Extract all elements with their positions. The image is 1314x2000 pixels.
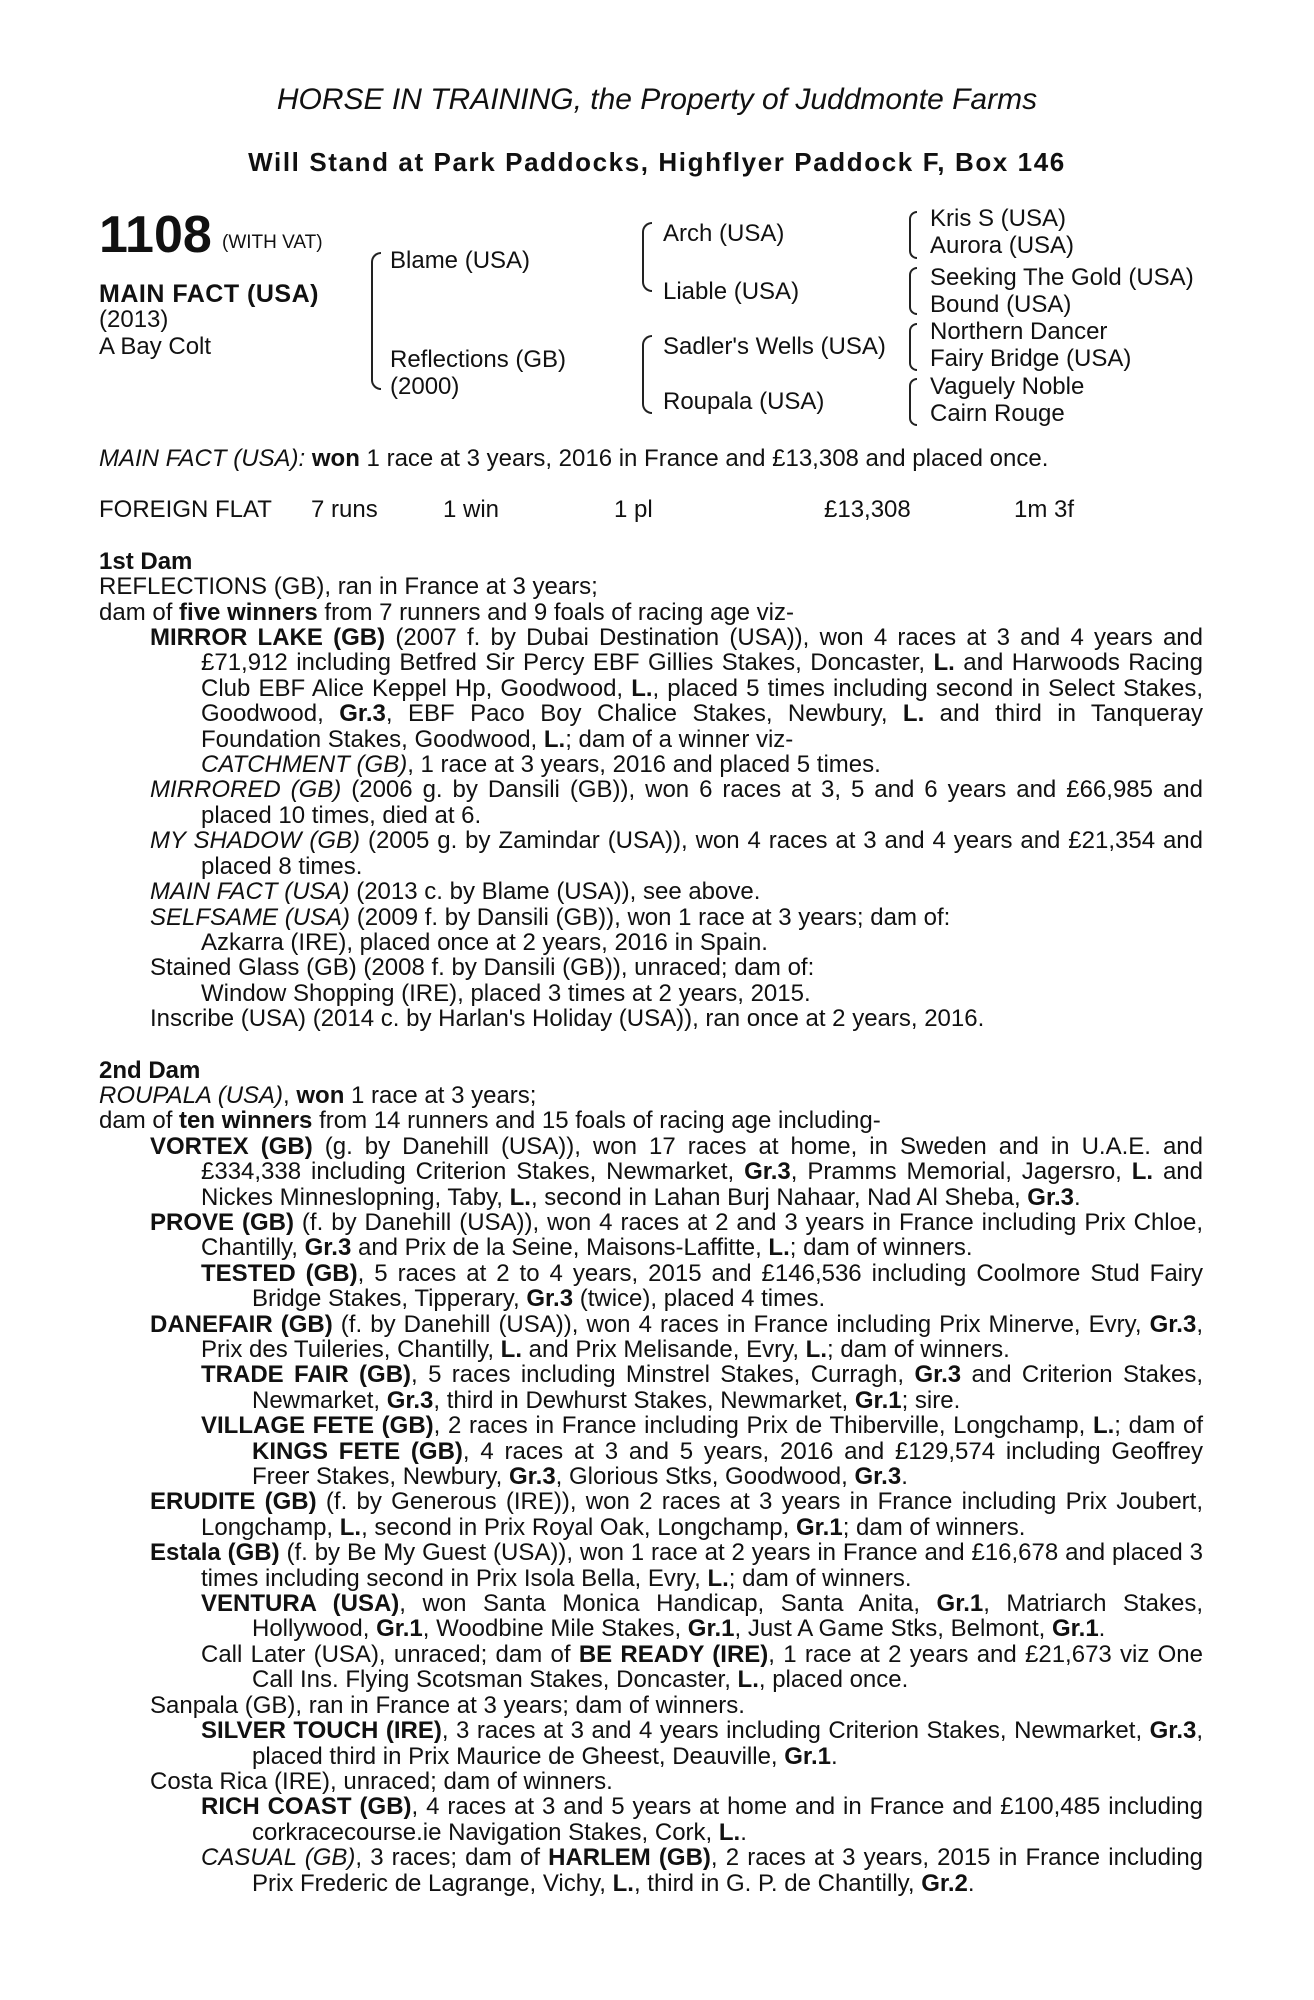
catalogue-body [99,446,1203,1896]
produce-entry: ERUDITE (GB) (f. by Generous (IRE)), won 2 races at 3 years in France including Prix Joubert, Longchamp, L., second in Prix Royal Oak, Longchamp, Gr.1; dam of winners. [150,1488,1203,1541]
produce-entry: VILLAGE FETE (GB), 2 races in France including Prix de Thiberville, Longchamp, L.; dam of KINGS FETE (GB), 4 races at 3 and 5 years, 2016 and £129,574 including Geoffrey Freer Stakes, Newbury, Gr.3, Glorious Stks, Goodwood, Gr.3. [201,1412,1204,1491]
produce-entry: Inscribe (USA) (2014 c. by Harlan's Holiday (USA)), ran once at 2 years, 2016. [150,1005,985,1033]
pedigree-sire-sire: Arch (USA) [663,220,785,247]
pedigree-bracket [909,323,917,371]
produce-entry: DANEFAIR (GB) (f. by Danehill (USA)), won 4 races in France including Prix Minerve, Evry, Gr.3, Prix des Tuileries, Chantilly, L. and Prix Melisande, Evry, L.; dam of winners. [150,1310,1203,1363]
pedigree-g3: Northern Dancer [930,318,1108,345]
stand-location: Will Stand at Park Paddocks, Highflyer Paddock F, Box 146 [248,147,1066,177]
sale-heading: HORSE IN TRAINING, the Property of Juddmonte Farms [276,83,1038,116]
pedigree-dam-sire: Sadler's Wells (USA) [663,333,886,360]
produce-entry: Stained Glass (GB) (2008 f. by Dansili (GB)), unraced; dam of: [150,954,815,982]
pedigree-dam: Reflections (GB) [390,346,567,373]
second-dam-line: ROUPALA (USA), won 1 race at 3 years; [99,1081,537,1109]
pedigree-bracket [909,211,917,259]
record-earnings: £13,308 [824,496,911,524]
produce-entry: SILVER TOUCH (IRE), 3 races at 3 and 4 years including Criterion Stakes, Newmarket, Gr.3, placed third in Prix Maurice de Gheest, Deauville, Gr.1. [201,1717,1204,1770]
pedigree-g3: Fairy Bridge (USA) [930,345,1132,372]
pedigree-bracket [909,267,917,315]
race-summary: MAIN FACT (USA): won 1 race at 3 years, 2016 in France and £13,308 and placed once. [99,445,1049,472]
horse-year: (2013) [99,306,169,333]
vat-note: (WITH VAT) [222,232,323,253]
record-runs: 7 runs [311,496,378,524]
record-distance: 1m 3f [1014,496,1075,524]
pedigree-bracket [642,222,652,292]
second-dam-produce: dam of ten winners from 14 runners and 15 foals of racing age including- [99,1107,881,1135]
produce-entry: VORTEX (GB) (g. by Danehill (USA)), won 17 races at home, in Sweden and in U.A.E. and £334,338 including Criterion Stakes, Newmarket, Gr.3, Pramms Memorial, Jagersro, L. and Nickes Minneslopning, Taby, L., second in Lahan Burj Nahaar, Nad Al Sheba, Gr.3. [150,1132,1203,1211]
produce-entry: MY SHADOW (GB) (2005 g. by Zamindar (USA)), won 4 races at 3 and 4 years and £21,354 and placed 8 times. [150,827,1204,880]
horse-name: MAIN FACT (USA) [99,280,319,308]
produce-entry: TRADE FAIR (GB), 5 races including Minstrel Stakes, Curragh, Gr.3 and Criterion Stakes, Newmarket, Gr.3, third in Dewhurst Stakes, Newmarket, Gr.1; sire. [201,1361,1203,1414]
produce-entry: Costa Rica (IRE), unraced; dam of winners. [150,1767,613,1795]
produce-entry: SELFSAME (USA) (2009 f. by Dansili (GB)), won 1 race at 3 years; dam of: [150,903,951,931]
pedigree-g3: Seeking The Gold (USA) [930,264,1194,291]
first-dam-heading: 1st Dam [99,547,193,575]
produce-entry: CASUAL (GB), 3 races; dam of HARLEM (GB), 2 races at 3 years, 2015 in France including Prix Frederic de Lagrange, Vichy, L., third in G. P. de Chantilly, Gr.2. [201,1844,1204,1897]
pedigree-sire: Blame (USA) [390,247,531,274]
pedigree-g3: Bound (USA) [930,291,1072,318]
record-label: FOREIGN FLAT [99,496,272,524]
produce-entry: MAIN FACT (USA) (2013 c. by Blame (USA)), see above. [150,878,761,906]
pedigree-bracket [909,378,917,426]
pedigree-bracket [642,335,652,414]
record-wins: 1 win [443,496,500,524]
produce-entry: VENTURA (USA), won Santa Monica Handicap, Santa Anita, Gr.1, Matriarch Stakes, Hollywood, Gr.1, Woodbine Mile Stakes, Gr.1, Just A Game Stks, Belmont, Gr.1. [201,1590,1204,1643]
race-record [99,497,1203,522]
pedigree-g3: Cairn Rouge [930,400,1065,427]
pedigree-dam-year: (2000) [390,373,460,400]
produce-entry: RICH COAST (GB), 4 races at 3 and 5 years at home and in France and £100,485 including corkracecourse.ie Navigation Stakes, Cork, L.. [201,1793,1203,1846]
produce-entry: MIRROR LAKE (GB) (2007 f. by Dubai Destination (USA)), won 4 races at 3 and 4 years and £71,912 including Betfred Sir Percy EBF Gillies Stakes, Doncaster, L. and Harwoods Racing Club EBF Alice Keppel Hp, Goodwood, L., placed 5 times including second in Select Stakes, Goodwood, Gr.3, EBF Paco Boy Chalice Stakes, Newbury, L. and third in Tanqueray Foundation Stakes, Goodwood, L.; dam of a winner viz- [150,624,1203,753]
pedigree-g3: Aurora (USA) [930,232,1075,259]
produce-entry: Call Later (USA), unraced; dam of BE READY (IRE), 1 race at 2 years and £21,673 viz One Call Ins. Flying Scotsman Stakes, Doncaster, L., placed once. [201,1640,1204,1694]
produce-entry: PROVE (GB) (f. by Danehill (USA)), won 4 races at 2 and 3 years in France including Prix Chloe, Chantilly, Gr.3 and Prix de la Seine, Maisons-Laffitte, L.; dam of winners. [150,1208,1203,1262]
first-dam-line: REFLECTIONS (GB), ran in France at 3 years; [99,573,598,601]
produce-entry: Azkarra (IRE), placed once at 2 years, 2016 in Spain. [201,928,768,956]
pedigree-bracket [371,252,381,390]
produce-entry: Window Shopping (IRE), placed 3 times at 2 years, 2015. [201,979,811,1007]
pedigree-g3: Kris S (USA) [930,205,1067,232]
lot-number: 1108 [99,206,212,264]
first-dam-produce: dam of five winners from 7 runners and 9 foals of racing age viz- [99,598,795,626]
pedigree-sire-dam: Liable (USA) [663,278,800,305]
produce-entry: TESTED (GB), 5 races at 2 to 4 years, 2015 and £146,536 including Coolmore Stud Fairy Bridge Stakes, Tipperary, Gr.3 (twice), placed 4 times. [201,1259,1204,1313]
produce-entry: MIRRORED (GB) (2006 g. by Dansili (GB)), won 6 races at 3, 5 and 6 years and £66,985 and placed 10 times, died at 6. [150,776,1203,829]
produce-entry: Estala (GB) (f. by Be My Guest (USA)), won 1 race at 2 years in France and £16,678 and placed 3 times including second in Prix Isola Bella, Evry, L.; dam of winners. [150,1539,1203,1592]
produce-entry: Sanpala (GB), ran in France at 3 years; dam of winners. [150,1691,745,1719]
second-dam-heading: 2nd Dam [99,1056,201,1084]
record-placed: 1 pl [614,496,653,524]
produce-entry: CATCHMENT (GB), 1 race at 3 years, 2016 and placed 5 times. [201,751,881,779]
pedigree-g3: Vaguely Noble [930,373,1085,400]
horse-description: A Bay Colt [99,333,212,360]
pedigree-dam-dam: Roupala (USA) [663,388,825,415]
